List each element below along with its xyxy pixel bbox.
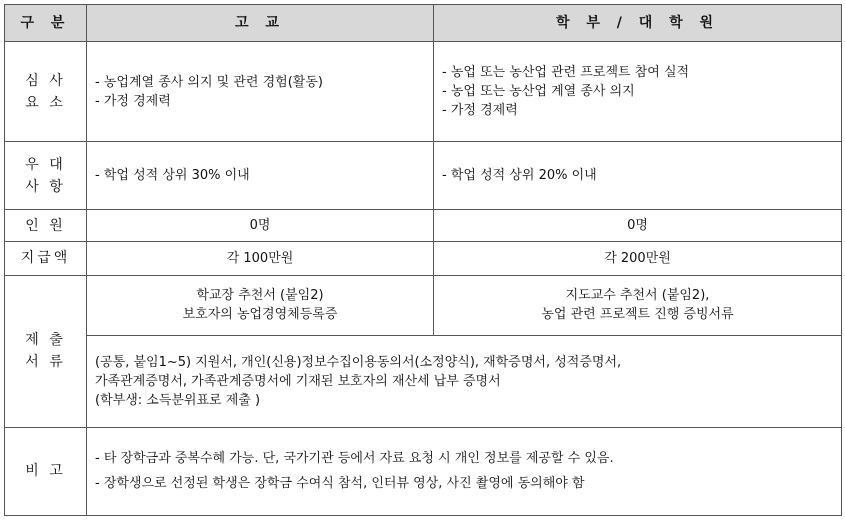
- headcount-row: [5, 210, 842, 242]
- criteria-row: [5, 42, 842, 142]
- preference-highschool: - 학업 성적 상위 30% 이내: [87, 142, 434, 210]
- headcount-university: 0명: [434, 210, 842, 242]
- headcount-highschool: 0명: [87, 210, 434, 242]
- scholarship-table: [4, 4, 842, 516]
- header-university: 학 부 / 대 학 원: [434, 5, 842, 42]
- amount-university: 각 200만원: [434, 242, 842, 275]
- amount-row: [5, 242, 842, 275]
- amount-highschool: 각 100만원: [87, 242, 434, 275]
- header-category: 구 분: [5, 5, 87, 42]
- criteria-label: 심 사 요 소: [5, 42, 87, 142]
- preference-row: [5, 142, 842, 210]
- criteria-university: - 농업 또는 농산업 관련 프로젝트 참여 실적 - 농업 또는 농산업 계열 종사 의지 - 가정 경제력: [434, 42, 842, 142]
- header-highschool: 고 교: [87, 5, 434, 42]
- criteria-highschool: - 농업계열 종사 의지 및 관련 경험(활동) - 가정 경제력: [87, 42, 434, 142]
- remarks-row: [5, 427, 842, 515]
- documents-label: 제 출 서 류: [5, 275, 87, 427]
- amount-label: 지급액: [5, 242, 87, 275]
- preference-label: 우 대 사 항: [5, 142, 87, 210]
- header-row: [5, 5, 842, 42]
- documents-common-row: [5, 335, 842, 427]
- remarks-content: - 타 장학금과 중복수혜 가능. 단, 국가기관 등에서 자료 요청 시 개인 정보를 제공할 수 있음. - 장학생으로 선정된 학생은 장학금 수여식 참석, 인터뷰 영상, 사진 촬영에 동의해야 함: [87, 427, 842, 515]
- preference-university: - 학업 성적 상위 20% 이내: [434, 142, 842, 210]
- documents-university: 지도교수 추천서 (붙임2), 농업 관련 프로젝트 진행 증빙서류: [434, 275, 842, 335]
- headcount-label: 인 원: [5, 210, 87, 242]
- documents-row: [5, 275, 842, 335]
- documents-common: (공통, 붙임1~5) 지원서, 개인(신용)정보수집이용동의서(소정양식), 재학증명서, 성적증명서, 가족관계증명서, 가족관계증명서에 기재된 보호자의 재산세 납부 증명서 (학부생: 소득분위표로 제출 ): [87, 335, 842, 427]
- documents-highschool: 학교장 추천서 (붙임2) 보호자의 농업경영체등록증: [87, 275, 434, 335]
- remarks-label: 비 고: [5, 427, 87, 515]
